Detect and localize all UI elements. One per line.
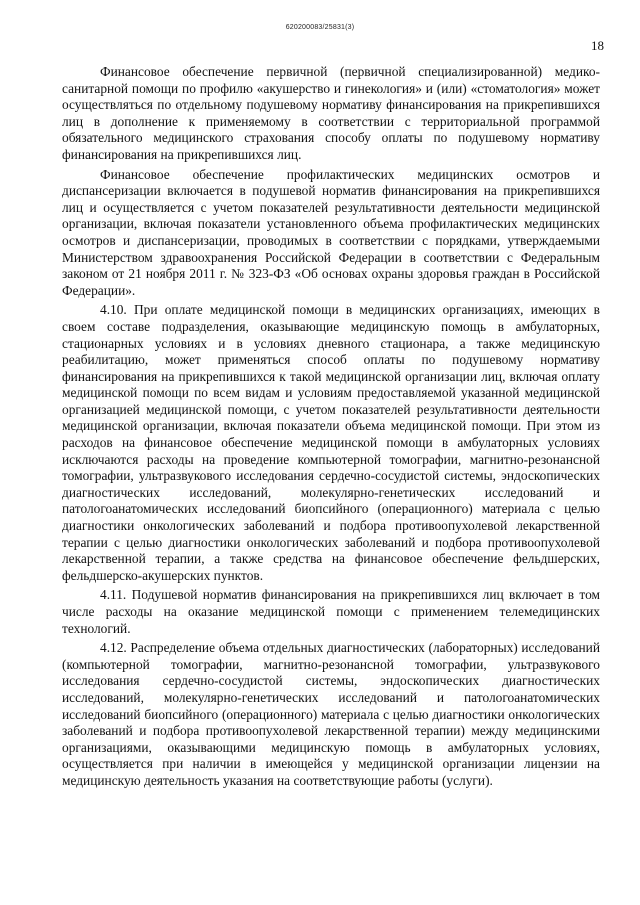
document-id: 620200083/25831(3) [285,24,355,31]
paragraph-obstetrics-funding: Финансовое обеспечение первичной (первичной специализированной) медико-санитарной помощи по профилю «акушерство и гинекология» и (или) «стоматология» может осуществляться по отдельному подушевому нормативу финансирования на прикрепившихся лиц в дополнение к применяемому в соответствии с территориальной программой обязательного медицинского страхования способу оплаты по подушевому нормативу финансирования на прикрепившихся лиц. [62,64,600,162]
page-number: 18 [591,38,604,53]
paragraph-4-10: 4.10. При оплате медицинской помощи в медицинских организациях, имеющих в своем составе подразделения, оказывающие медицинскую помощь в амбулаторных, стационарных условиях и в условиях дневного стационара, а также медицинскую реабилитацию, может применяться способ оплаты по подушевому нормативу финансирования на прикрепившихся к такой медицинской организации лиц, включая оплату медицинской помощи по всем видам и условиям предоставляемой указанной медицинской организацией медицинской помощи, с учетом показателей результативности деятельности медицинской организации, включая показатели объема медицинской помощи. При этом из расходов на финансовое обеспечение медицинской помощи в амбулаторных условиях исключаются расходы на проведение компьютерной томографии, магнитно-резонансной томографии, ультразвукового исследования сердечно-сосудистой системы, эндоскопических диагностических исследований, молекулярно-генетических исследований и патологоанатомических исследований биопсийного (операционного) материала с целью диагностики онкологических заболеваний и подбора противоопухолевой лекарственной терапии с целью диагностики онкологических заболеваний и подбора противоопухолевой лекарственной терапии, а также средства на финансовое обеспечение фельдшерских, фельдшерско-акушерских пунктов. [62,302,600,583]
paragraph-4-12: 4.12. Распределение объема отдельных диагностических (лабораторных) исследований (компьютерной томографии, магнитно-резонансной томографии, ультразвукового исследования сердечно-сосудистой системы, эндоскопических диагностических исследований, молекулярно-генетических исследований и патологоанатомических исследований биопсийного (операционного) материала с целью диагностики онкологических заболеваний и подбора противоопухолевой лекарственной терапии) между медицинскими организациями, оказывающими медицинскую помощь в амбулаторных условиях, осуществляется при наличии в имеющейся у медицинской организации лицензии на медицинскую деятельность указания на соответствующие работы (услуги). [62,640,600,788]
paragraph-preventive-exams: Финансовое обеспечение профилактических медицинских осмотров и диспансеризации включается в подушевой норматив финансирования на прикрепившихся лиц и осуществляется с учетом показателей результативности деятельности медицинской организации, включая показатели установленного объема профилактических медицинских осмотров и диспансеризации, проводимых в соответствии с порядками, утверждаемыми Министерством здравоохранения Российской Федерации в соответствии с Федеральным законом от 21 ноября 2011 г. № 323-ФЗ «Об основах охраны здоровья граждан в Российской Федерации». [62,166,600,298]
document-body [62,64,600,793]
paragraph-4-11: 4.11. Подушевой норматив финансирования на прикрепившихся лиц включает в том числе расходы на оказание медицинской помощи с применением телемедицинских технологий. [62,587,600,636]
